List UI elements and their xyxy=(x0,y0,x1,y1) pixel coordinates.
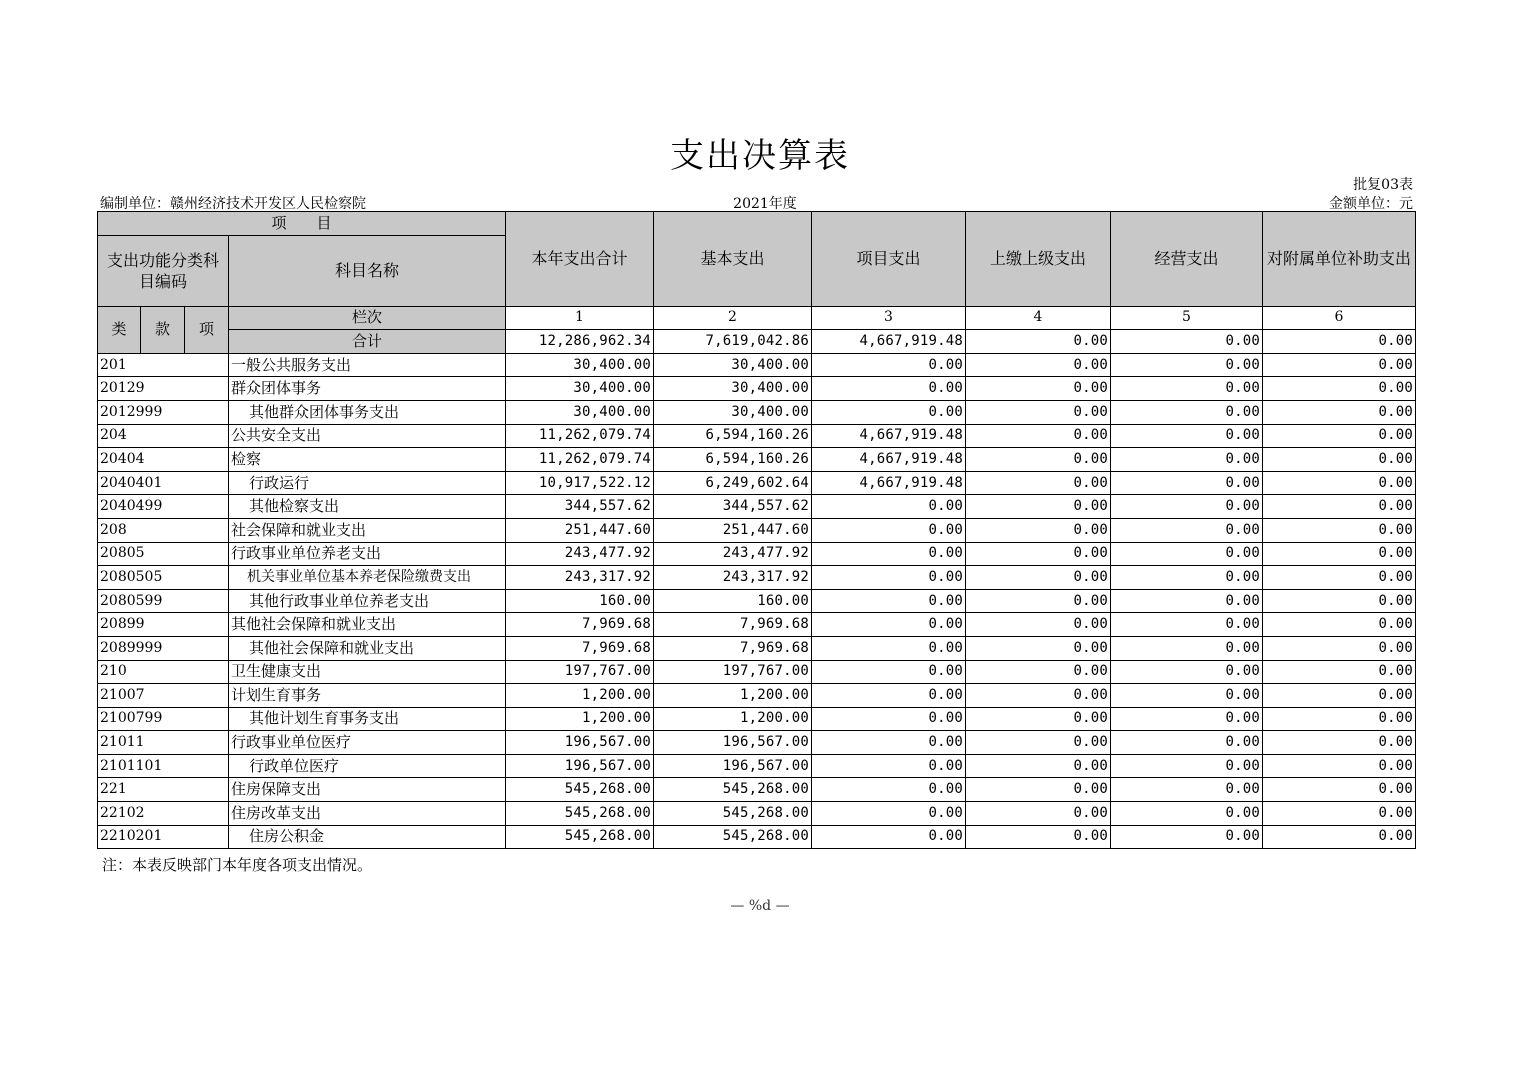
table-row xyxy=(98,636,1416,660)
amount-cell: 251,447.60 xyxy=(506,518,654,542)
amount-cell: 4,667,919.48 xyxy=(812,424,966,448)
amount-cell: 0.00 xyxy=(1111,778,1263,802)
amount-cell: 0.00 xyxy=(1111,707,1263,731)
col-upper-header: 上缴上级支出 xyxy=(966,212,1111,307)
amount-cell: 0.00 xyxy=(966,353,1111,377)
amount-cell: 11,262,079.74 xyxy=(506,448,654,472)
amount-cell: 0.00 xyxy=(1263,495,1416,519)
amount-cell: 196,567.00 xyxy=(654,731,812,755)
amount-cell: 0.00 xyxy=(812,589,966,613)
project-header: 项 目 xyxy=(98,212,506,236)
amount-cell: 30,400.00 xyxy=(654,353,812,377)
table-row xyxy=(98,542,1416,566)
amount-cell: 30,400.00 xyxy=(654,377,812,401)
col-total-header: 本年支出合计 xyxy=(506,212,654,307)
table-row xyxy=(98,707,1416,731)
subject-code: 20404 xyxy=(98,448,229,472)
amount-cell: 545,268.00 xyxy=(654,825,812,849)
amount-cell: 0.00 xyxy=(1111,636,1263,660)
amount-cell: 251,447.60 xyxy=(654,518,812,542)
amount-cell: 243,477.92 xyxy=(506,542,654,566)
amount-cell: 196,567.00 xyxy=(506,754,654,778)
subject-name: 卫生健康支出 xyxy=(229,660,506,684)
table-row xyxy=(98,495,1416,519)
amount-cell: 4,667,919.48 xyxy=(812,448,966,472)
amount-cell: 30,400.00 xyxy=(506,400,654,424)
col-number: 6 xyxy=(1263,306,1416,330)
lei-header: 类 xyxy=(98,306,141,353)
amount-cell: 0.00 xyxy=(1111,424,1263,448)
amount-cell: 0.00 xyxy=(966,377,1111,401)
amount-cell: 0.00 xyxy=(1263,660,1416,684)
amount-cell: 0.00 xyxy=(1263,684,1416,708)
amount-cell: 0.00 xyxy=(1263,636,1416,660)
subject-name: 其他计划生育事务支出 xyxy=(229,707,506,731)
subject-name: 群众团体事务 xyxy=(229,377,506,401)
amount-cell: 344,557.62 xyxy=(654,495,812,519)
amount-cell: 6,594,160.26 xyxy=(654,448,812,472)
amount-cell: 0.00 xyxy=(812,400,966,424)
table-row xyxy=(98,802,1416,826)
amount-cell: 0.00 xyxy=(966,613,1111,637)
fiscal-year: 2021年度 xyxy=(733,196,797,212)
subject-name: 检察 xyxy=(229,448,506,472)
amount-cell: 545,268.00 xyxy=(506,825,654,849)
amount-cell: 0.00 xyxy=(966,731,1111,755)
subject-code: 208 xyxy=(98,518,229,542)
subject-code: 2080505 xyxy=(98,566,229,590)
amount-cell: 0.00 xyxy=(1111,542,1263,566)
subject-code: 221 xyxy=(98,778,229,802)
subject-code: 204 xyxy=(98,424,229,448)
amount-cell: 0.00 xyxy=(1263,471,1416,495)
amount-cell: 0.00 xyxy=(812,518,966,542)
table-row xyxy=(98,377,1416,401)
subject-code: 2089999 xyxy=(98,636,229,660)
form-number: 批复03表 xyxy=(1353,177,1413,193)
subject-code: 20899 xyxy=(98,613,229,637)
amount-cell: 0.00 xyxy=(1263,448,1416,472)
subject-name: 计划生育事务 xyxy=(229,684,506,708)
subject-code: 2101101 xyxy=(98,754,229,778)
subject-code: 2040401 xyxy=(98,471,229,495)
amount-cell: 0.00 xyxy=(1263,542,1416,566)
amount-cell: 0.00 xyxy=(812,542,966,566)
amount-cell: 0.00 xyxy=(966,802,1111,826)
table-row xyxy=(98,353,1416,377)
amount-cell: 0.00 xyxy=(812,754,966,778)
col-project-header: 项目支出 xyxy=(812,212,966,307)
total-cell: 0.00 xyxy=(1263,330,1416,354)
total-cell: 4,667,919.48 xyxy=(812,330,966,354)
expenditure-table xyxy=(97,211,1416,849)
amount-cell: 0.00 xyxy=(966,778,1111,802)
amount-cell: 0.00 xyxy=(1111,802,1263,826)
col-business-header: 经营支出 xyxy=(1111,212,1263,307)
amount-cell: 0.00 xyxy=(966,566,1111,590)
amount-cell: 0.00 xyxy=(812,377,966,401)
subject-code: 2040499 xyxy=(98,495,229,519)
subject-code: 22102 xyxy=(98,802,229,826)
subject-name: 其他群众团体事务支出 xyxy=(229,400,506,424)
total-label: 合计 xyxy=(229,330,506,354)
amount-cell: 7,969.68 xyxy=(654,613,812,637)
amount-cell: 0.00 xyxy=(1263,778,1416,802)
amount-cell: 0.00 xyxy=(1111,660,1263,684)
amount-cell: 0.00 xyxy=(1111,518,1263,542)
subject-code: 2210201 xyxy=(98,825,229,849)
subject-code: 2012999 xyxy=(98,400,229,424)
table-row xyxy=(98,589,1416,613)
amount-cell: 545,268.00 xyxy=(506,802,654,826)
amount-cell: 243,317.92 xyxy=(506,566,654,590)
col-number: 5 xyxy=(1111,306,1263,330)
amount-cell: 7,969.68 xyxy=(654,636,812,660)
col-subsidy-header: 对附属单位补助支出 xyxy=(1263,212,1416,307)
table-row xyxy=(98,754,1416,778)
amount-cell: 0.00 xyxy=(812,778,966,802)
col-number: 2 xyxy=(654,306,812,330)
amount-cell: 160.00 xyxy=(506,589,654,613)
subject-code: 2100799 xyxy=(98,707,229,731)
table-row xyxy=(98,471,1416,495)
subject-name-header: 科目名称 xyxy=(229,235,506,306)
amount-cell: 0.00 xyxy=(1263,802,1416,826)
amount-cell: 1,200.00 xyxy=(654,707,812,731)
amount-cell: 0.00 xyxy=(1263,825,1416,849)
amount-cell: 0.00 xyxy=(966,589,1111,613)
amount-cell: 0.00 xyxy=(1263,566,1416,590)
subject-code: 21011 xyxy=(98,731,229,755)
amount-cell: 197,767.00 xyxy=(654,660,812,684)
table-row xyxy=(98,731,1416,755)
lanci-header: 栏次 xyxy=(229,306,506,330)
kuan-header: 款 xyxy=(141,306,185,353)
amount-cell: 0.00 xyxy=(966,518,1111,542)
total-cell: 7,619,042.86 xyxy=(654,330,812,354)
amount-cell: 0.00 xyxy=(1263,377,1416,401)
subject-name: 住房公积金 xyxy=(229,825,506,849)
table-row xyxy=(98,613,1416,637)
amount-cell: 0.00 xyxy=(1263,613,1416,637)
amount-cell: 0.00 xyxy=(1111,400,1263,424)
amount-cell: 1,200.00 xyxy=(506,684,654,708)
subject-code: 20129 xyxy=(98,377,229,401)
amount-cell: 0.00 xyxy=(966,448,1111,472)
amount-cell: 0.00 xyxy=(1263,424,1416,448)
table-row xyxy=(98,448,1416,472)
table-row xyxy=(98,400,1416,424)
amount-cell: 0.00 xyxy=(1263,400,1416,424)
subject-name: 行政事业单位医疗 xyxy=(229,731,506,755)
amount-cell: 0.00 xyxy=(1111,613,1263,637)
amount-cell: 11,262,079.74 xyxy=(506,424,654,448)
total-cell: 12,286,962.34 xyxy=(506,330,654,354)
amount-cell: 0.00 xyxy=(966,825,1111,849)
amount-cell: 0.00 xyxy=(812,660,966,684)
amount-cell: 0.00 xyxy=(966,471,1111,495)
amount-cell: 160.00 xyxy=(654,589,812,613)
amount-cell: 0.00 xyxy=(1111,589,1263,613)
amount-cell: 0.00 xyxy=(1263,589,1416,613)
compiling-unit: 编制单位：赣州经济技术开发区人民检察院 xyxy=(100,196,366,212)
amount-cell: 0.00 xyxy=(1263,518,1416,542)
amount-cell: 0.00 xyxy=(812,353,966,377)
table-row xyxy=(98,566,1416,590)
amount-cell: 0.00 xyxy=(1111,825,1263,849)
subject-code: 20805 xyxy=(98,542,229,566)
amount-cell: 0.00 xyxy=(1111,731,1263,755)
subject-name: 住房保障支出 xyxy=(229,778,506,802)
amount-cell: 6,249,602.64 xyxy=(654,471,812,495)
table-row xyxy=(98,660,1416,684)
subject-name: 机关事业单位基本养老保险缴费支出 xyxy=(229,566,506,590)
amount-cell: 0.00 xyxy=(1111,684,1263,708)
subject-name: 其他检察支出 xyxy=(229,495,506,519)
amount-cell: 545,268.00 xyxy=(506,778,654,802)
amount-cell: 1,200.00 xyxy=(654,684,812,708)
amount-cell: 344,557.62 xyxy=(506,495,654,519)
amount-cell: 0.00 xyxy=(812,825,966,849)
subject-name: 其他社会保障和就业支出 xyxy=(229,613,506,637)
total-cell: 0.00 xyxy=(966,330,1111,354)
table-note: 注：本表反映部门本年度各项支出情况。 xyxy=(102,856,373,874)
col-number: 1 xyxy=(506,306,654,330)
amount-cell: 0.00 xyxy=(966,707,1111,731)
amount-cell: 0.00 xyxy=(812,802,966,826)
amount-cell: 0.00 xyxy=(1263,353,1416,377)
amount-cell: 30,400.00 xyxy=(654,400,812,424)
amount-cell: 0.00 xyxy=(1111,495,1263,519)
table-row xyxy=(98,518,1416,542)
amount-cell: 0.00 xyxy=(812,707,966,731)
amount-cell: 545,268.00 xyxy=(654,802,812,826)
total-cell: 0.00 xyxy=(1111,330,1263,354)
subject-name: 其他行政事业单位养老支出 xyxy=(229,589,506,613)
amount-cell: 0.00 xyxy=(1111,377,1263,401)
subject-code: 21007 xyxy=(98,684,229,708)
amount-cell: 197,767.00 xyxy=(506,660,654,684)
xiang-header: 项 xyxy=(185,306,229,353)
table-row xyxy=(98,424,1416,448)
amount-cell: 0.00 xyxy=(1263,707,1416,731)
subject-name: 一般公共服务支出 xyxy=(229,353,506,377)
amount-cell: 0.00 xyxy=(966,495,1111,519)
col-number: 3 xyxy=(812,306,966,330)
money-unit: 金额单位：元 xyxy=(1329,196,1413,212)
col-basic-header: 基本支出 xyxy=(654,212,812,307)
table-row xyxy=(98,778,1416,802)
table-row xyxy=(98,684,1416,708)
amount-cell: 0.00 xyxy=(966,684,1111,708)
amount-cell: 30,400.00 xyxy=(506,353,654,377)
amount-cell: 1,200.00 xyxy=(506,707,654,731)
amount-cell: 243,317.92 xyxy=(654,566,812,590)
subject-name: 行政单位医疗 xyxy=(229,754,506,778)
amount-cell: 0.00 xyxy=(1263,731,1416,755)
amount-cell: 0.00 xyxy=(1111,754,1263,778)
amount-cell: 10,917,522.12 xyxy=(506,471,654,495)
amount-cell: 0.00 xyxy=(812,684,966,708)
amount-cell: 0.00 xyxy=(1263,754,1416,778)
page-title: 支出决算表 xyxy=(670,136,850,176)
amount-cell: 0.00 xyxy=(966,400,1111,424)
amount-cell: 30,400.00 xyxy=(506,377,654,401)
amount-cell: 0.00 xyxy=(812,613,966,637)
col-number: 4 xyxy=(966,306,1111,330)
amount-cell: 243,477.92 xyxy=(654,542,812,566)
page-footer: — %d — xyxy=(730,898,790,914)
amount-cell: 0.00 xyxy=(1111,448,1263,472)
subject-name: 行政事业单位养老支出 xyxy=(229,542,506,566)
amount-cell: 7,969.68 xyxy=(506,613,654,637)
amount-cell: 0.00 xyxy=(966,660,1111,684)
amount-cell: 0.00 xyxy=(812,566,966,590)
subject-name: 住房改革支出 xyxy=(229,802,506,826)
subject-code: 201 xyxy=(98,353,229,377)
code-group-header: 支出功能分类科目编码 xyxy=(98,235,229,306)
subject-code: 210 xyxy=(98,660,229,684)
subject-name: 行政运行 xyxy=(229,471,506,495)
amount-cell: 0.00 xyxy=(1111,566,1263,590)
subject-name: 其他社会保障和就业支出 xyxy=(229,636,506,660)
amount-cell: 0.00 xyxy=(966,636,1111,660)
total-row xyxy=(98,330,1416,354)
amount-cell: 0.00 xyxy=(1111,353,1263,377)
amount-cell: 0.00 xyxy=(966,542,1111,566)
amount-cell: 4,667,919.48 xyxy=(812,471,966,495)
amount-cell: 196,567.00 xyxy=(654,754,812,778)
amount-cell: 7,969.68 xyxy=(506,636,654,660)
amount-cell: 6,594,160.26 xyxy=(654,424,812,448)
amount-cell: 0.00 xyxy=(1111,471,1263,495)
amount-cell: 0.00 xyxy=(966,424,1111,448)
amount-cell: 0.00 xyxy=(812,731,966,755)
amount-cell: 545,268.00 xyxy=(654,778,812,802)
amount-cell: 0.00 xyxy=(966,754,1111,778)
subject-name: 社会保障和就业支出 xyxy=(229,518,506,542)
amount-cell: 196,567.00 xyxy=(506,731,654,755)
table-row xyxy=(98,825,1416,849)
subject-code: 2080599 xyxy=(98,589,229,613)
amount-cell: 0.00 xyxy=(812,636,966,660)
subject-name: 公共安全支出 xyxy=(229,424,506,448)
amount-cell: 0.00 xyxy=(812,495,966,519)
